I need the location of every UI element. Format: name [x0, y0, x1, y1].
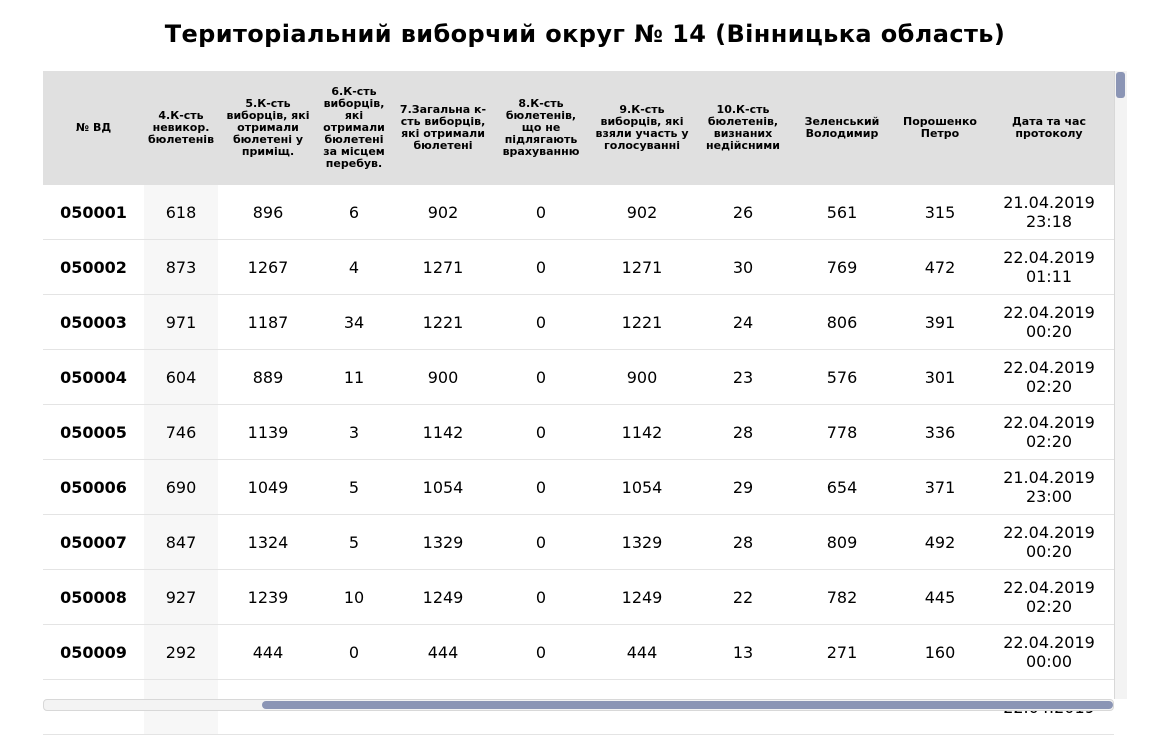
cell-value: 492	[896, 515, 984, 570]
cell-value: 34	[318, 295, 390, 350]
cell-value: 902	[586, 185, 698, 240]
cell-value: 902	[390, 185, 496, 240]
cell-vd: 050006	[43, 460, 144, 515]
cell-value: 604	[144, 350, 218, 405]
page-title: Територіальний виборчий округ № 14 (Вінницька область)	[164, 20, 1006, 48]
cell-value: 809	[788, 515, 896, 570]
cell-vd: 050002	[43, 240, 144, 295]
cell-value: 292	[144, 625, 218, 680]
cell-value: 26	[698, 185, 788, 240]
horizontal-scrollbar[interactable]	[43, 699, 1114, 711]
cell-value: 6	[318, 185, 390, 240]
cell-value: 1142	[390, 405, 496, 460]
protocol-date: 22.04.2019	[1003, 633, 1095, 652]
protocol-date: 22.04.2019	[1003, 523, 1095, 542]
protocol-time: 02:20	[1025, 597, 1073, 616]
cell-date	[984, 570, 1114, 625]
cell-value: 444	[218, 625, 318, 680]
col-header: 10.К-сть бюлетенів, визнаних недійсними	[698, 71, 788, 185]
cell-value: 30	[698, 240, 788, 295]
table-header-row	[43, 71, 1114, 185]
cell-value: 10	[318, 570, 390, 625]
cell-value: 0	[496, 570, 586, 625]
cell-value: 900	[586, 350, 698, 405]
cell-value: 1139	[218, 405, 318, 460]
cell-value: 618	[144, 185, 218, 240]
cell-value: 746	[144, 405, 218, 460]
cell-date	[984, 515, 1114, 570]
cell-value: 336	[896, 405, 984, 460]
cell-value: 1054	[586, 460, 698, 515]
protocol-time: 23:18	[1025, 212, 1073, 231]
cell-value: 23	[698, 350, 788, 405]
cell-value: 13	[698, 625, 788, 680]
cell-value: 0	[496, 625, 586, 680]
col-header: Зеленський Володимир	[788, 71, 896, 185]
table-row	[43, 460, 1114, 515]
col-header: 7.Загальна к-сть виборців, які отримали бюлетені	[390, 71, 496, 185]
cell-value: 561	[788, 185, 896, 240]
cell-value: 1187	[218, 295, 318, 350]
protocol-date: 22.04.2019	[1003, 413, 1095, 432]
protocol-time: 01:11	[1025, 267, 1073, 286]
cell-value: 873	[144, 240, 218, 295]
protocol-date: 22.04.2019	[1003, 578, 1095, 597]
cell-value: 769	[788, 240, 896, 295]
cell-vd: 050008	[43, 570, 144, 625]
col-header: 6.К-сть виборців, які отримали бюлетені за місцем перебув.	[318, 71, 390, 185]
cell-value: 690	[144, 460, 218, 515]
table-row	[43, 350, 1114, 405]
cell-value: 0	[496, 460, 586, 515]
cell-value: 847	[144, 515, 218, 570]
cell-value: 1329	[586, 515, 698, 570]
protocol-date: 21.04.2019	[1003, 468, 1095, 487]
cell-value: 0	[496, 295, 586, 350]
table-row	[43, 570, 1114, 625]
cell-value: 927	[144, 570, 218, 625]
table-row	[43, 185, 1114, 240]
cell-value: 371	[896, 460, 984, 515]
cell-value: 1271	[390, 240, 496, 295]
cell-value: 29	[698, 460, 788, 515]
cell-value: 0	[496, 405, 586, 460]
cell-value: 1249	[586, 570, 698, 625]
cell-value: 0	[496, 350, 586, 405]
cell-value: 0	[318, 625, 390, 680]
cell-value: 782	[788, 570, 896, 625]
cell-value: 5	[318, 515, 390, 570]
cell-value: 1329	[390, 515, 496, 570]
col-header: Дата та час протоколу	[984, 71, 1114, 185]
cell-date	[984, 350, 1114, 405]
cell-value: 301	[896, 350, 984, 405]
protocol-date: 22.04.2019	[1003, 248, 1095, 267]
table-row	[43, 515, 1114, 570]
table-body	[43, 185, 1114, 735]
cell-value: 1249	[390, 570, 496, 625]
cell-value: 11	[318, 350, 390, 405]
cell-vd: 050009	[43, 625, 144, 680]
cell-value: 0	[496, 515, 586, 570]
cell-value: 896	[218, 185, 318, 240]
vertical-scroll-thumb[interactable]	[1116, 72, 1125, 98]
cell-value: 472	[896, 240, 984, 295]
table-row	[43, 405, 1114, 460]
cell-value: 1142	[586, 405, 698, 460]
cell-date	[984, 405, 1114, 460]
cell-value: 445	[896, 570, 984, 625]
col-header: 4.К-сть невикор. бюлетенів	[144, 71, 218, 185]
cell-value: 806	[788, 295, 896, 350]
cell-value: 0	[496, 240, 586, 295]
cell-value: 24	[698, 295, 788, 350]
cell-value: 1324	[218, 515, 318, 570]
cell-value: 654	[788, 460, 896, 515]
cell-value: 444	[586, 625, 698, 680]
cell-value: 778	[788, 405, 896, 460]
vertical-scrollbar[interactable]	[1114, 71, 1127, 699]
cell-value: 0	[496, 185, 586, 240]
cell-date	[984, 625, 1114, 680]
cell-value: 315	[896, 185, 984, 240]
table-row	[43, 240, 1114, 295]
col-header: 9.К-сть виборців, які взяли участь у голосуванні	[586, 71, 698, 185]
cell-value: 5	[318, 460, 390, 515]
cell-value: 1271	[586, 240, 698, 295]
cell-value: 1049	[218, 460, 318, 515]
cell-vd: 050005	[43, 405, 144, 460]
protocol-date: 22.04.2019	[1003, 358, 1095, 377]
horizontal-scroll-thumb[interactable]	[262, 701, 1113, 709]
col-header: 8.К-сть бюлетенів, що не підлягають врахуванню	[496, 71, 586, 185]
cell-value: 22	[698, 570, 788, 625]
table-viewport[interactable]	[43, 71, 1114, 699]
cell-value: 271	[788, 625, 896, 680]
cell-date	[984, 295, 1114, 350]
cell-value: 1221	[390, 295, 496, 350]
cell-value: 971	[144, 295, 218, 350]
protocol-time: 00:20	[1025, 542, 1073, 561]
results-table	[43, 71, 1114, 735]
cell-value: 1221	[586, 295, 698, 350]
cell-vd: 050001	[43, 185, 144, 240]
cell-vd: 050003	[43, 295, 144, 350]
cell-value: 3	[318, 405, 390, 460]
table-row	[43, 295, 1114, 350]
protocol-time: 00:00	[1025, 652, 1073, 671]
protocol-time: 00:20	[1025, 322, 1073, 341]
protocol-time: 02:20	[1025, 377, 1073, 396]
col-header: № ВД	[43, 71, 144, 185]
cell-date	[984, 460, 1114, 515]
cell-value: 1239	[218, 570, 318, 625]
cell-vd: 050004	[43, 350, 144, 405]
protocol-time: 23:00	[1025, 487, 1073, 506]
cell-date	[984, 185, 1114, 240]
cell-value: 1267	[218, 240, 318, 295]
cell-value: 444	[390, 625, 496, 680]
protocol-date: 21.04.2019	[1003, 193, 1095, 212]
cell-value: 1054	[390, 460, 496, 515]
cell-value: 900	[390, 350, 496, 405]
cell-date	[984, 240, 1114, 295]
protocol-time: 02:20	[1025, 432, 1073, 451]
col-header: Порошенко Петро	[896, 71, 984, 185]
col-header: 5.К-сть виборців, які отримали бюлетені у приміщ.	[218, 71, 318, 185]
cell-value: 391	[896, 295, 984, 350]
cell-value: 4	[318, 240, 390, 295]
protocol-date: 22.04.2019	[1003, 303, 1095, 322]
table-row	[43, 625, 1114, 680]
cell-value: 576	[788, 350, 896, 405]
cell-value: 889	[218, 350, 318, 405]
cell-value: 28	[698, 515, 788, 570]
cell-value: 28	[698, 405, 788, 460]
cell-value: 160	[896, 625, 984, 680]
cell-vd: 050007	[43, 515, 144, 570]
